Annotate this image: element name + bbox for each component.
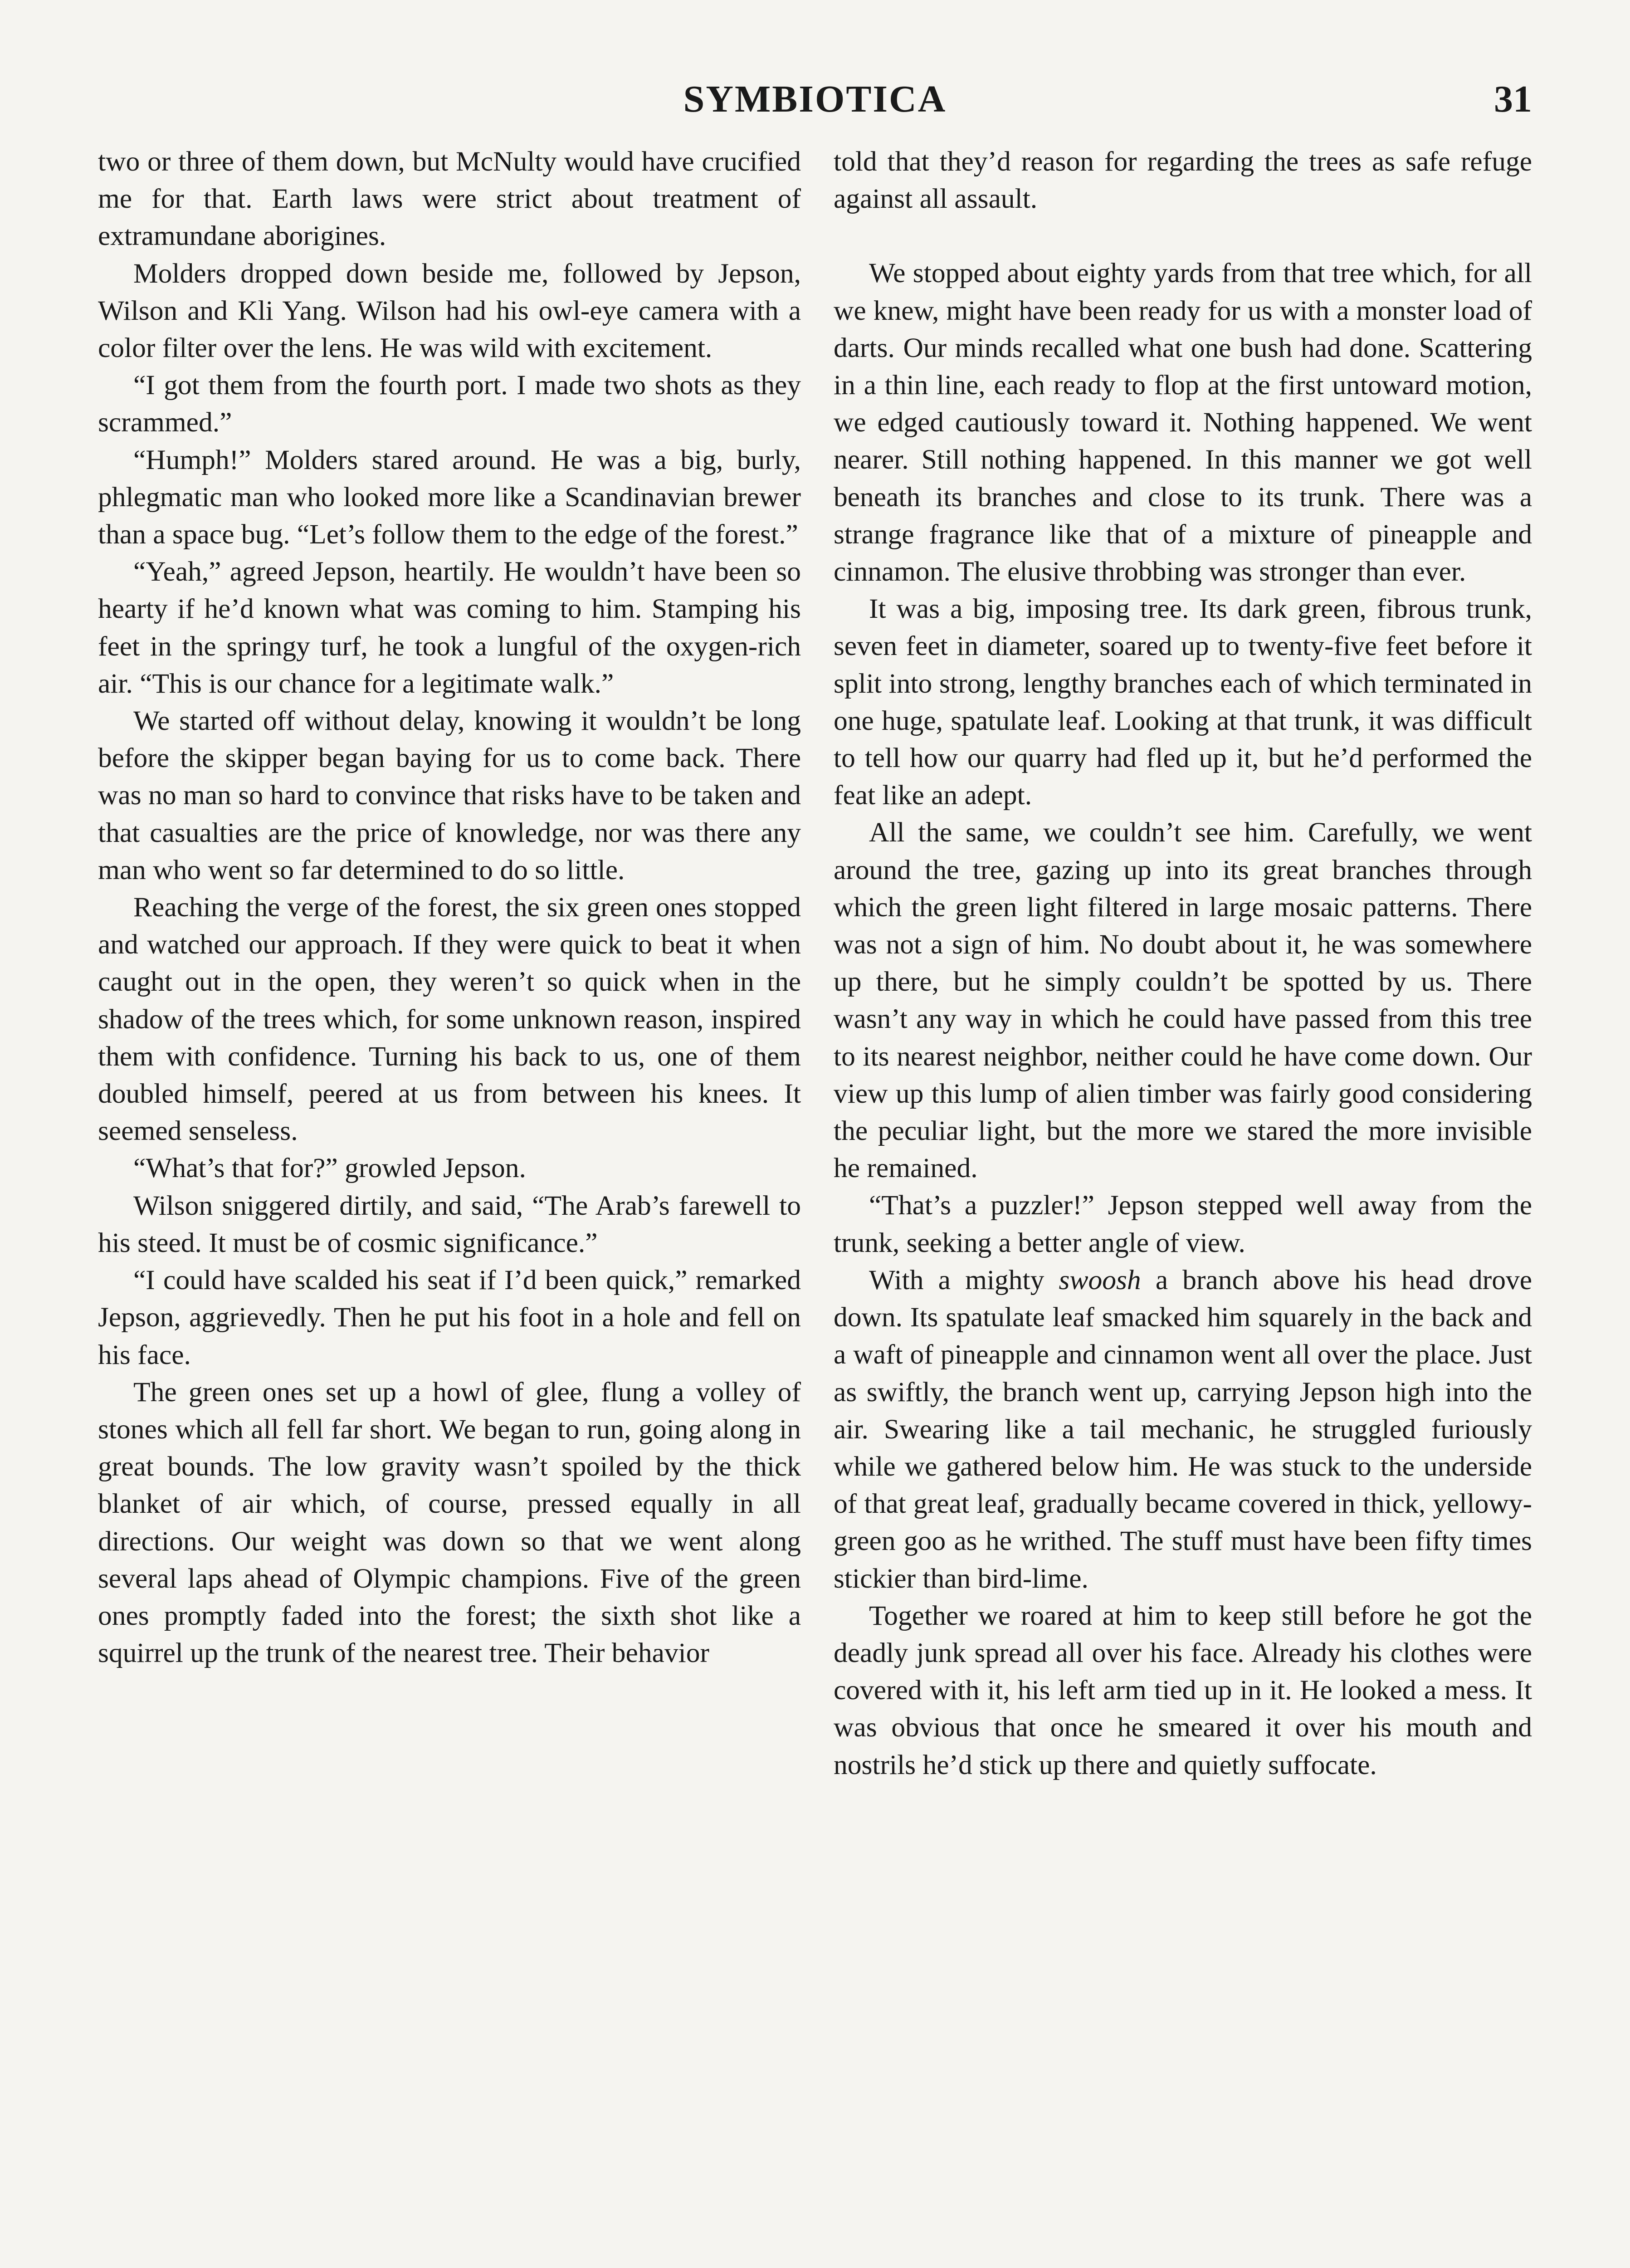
- paragraph: Reaching the verge of the forest, the six green ones stopped and watched our approach. If they were quick to beat it when caught out in the open, they weren’t so quick when in the shadow of the trees which, for some unknown reason, inspired them with confidence. Turning his back to us, one of them doubled himself, peered at us from between his knees. It seemed senseless.: [98, 892, 801, 1147]
- paragraph: We started off without delay, knowing it wouldn’t be long before the skipper began baying for us to come back. There was no man so hard to convince that risks have to be taken and that casualties are the price of knowledge, nor was there any man who went so far determined to do so little.: [98, 705, 801, 885]
- paragraph: All the same, we couldn’t see him. Carefully, we went around the tree, gazing up into its great branches through which the green light filtered in large mosaic patterns. There was not a sign of him. No doubt about it, he was somewhere up there, but he simply couldn’t be spotted by us. There wasn’t any way in which he could have passed from this tree to its nearest neighbor, neither could he have come down. Our view up this lump of alien timber was fairly good considering the peculiar light, but the more we stared the more invisible he remained.: [834, 817, 1532, 1184]
- paragraph: Together we roared at him to keep still before he got the deadly junk spread all over his face. Already his clothes were covered with it, his left arm tied up in it. He looked a mess. It was obvious that once he smeared it over his mouth and nostrils he’d stick up there and quietly suffocate.: [834, 1600, 1532, 1780]
- paragraph: [834, 1261, 1532, 1597]
- paragraph: Wilson sniggered dirtily, and said, “The Arab’s farewell to his steed. It must be of cosmic significance.”: [98, 1190, 801, 1258]
- right-column: [834, 143, 1532, 1784]
- paragraph: “What’s that for?” growled Jepson.: [133, 1153, 526, 1184]
- paragraph: We stopped about eighty yards from that tree which, for all we knew, might have been ready for us with a monster load of darts. Our minds recalled what one bush had done. Scattering in a thin line, each ready to flop at the first untoward motion, we edged cautiously toward it. Nothing happened. We went nearer. Still nothing happened. In this manner we got well beneath its branches and close to its trunk. There was a strange fragrance like that of a mixture of pineapple and cinnamon. The elusive throbbing was stronger than ever.: [834, 258, 1532, 587]
- paragraph: “Humph!” Molders stared around. He was a big, burly, phlegmatic man who looked more like a Scandinavian brewer than a space bug. “Let’s follow them to the edge of the forest.”: [98, 444, 801, 550]
- page-header: [98, 77, 1532, 136]
- paragraph: told that they’d reason for regarding the trees as safe refuge against all assault.: [834, 146, 1532, 215]
- paragraph: “That’s a puzzler!” Jepson stepped well away from the trunk, seeking a better angle of view.: [834, 1190, 1532, 1258]
- paragraph: “Yeah,” agreed Jepson, heartily. He wouldn’t have been so hearty if he’d known what was coming to him. Stamping his feet in the springy turf, he took a lungful of the oxygen-rich air. “This is our chance for a legitimate walk.”: [98, 556, 801, 699]
- paragraph: “I could have scalded his seat if I’d been quick,” remarked Jepson, aggrievedly. Then he put his foot in a hole and fell on his face.: [98, 1265, 801, 1370]
- emphasized-word: swoosh: [1059, 1264, 1141, 1295]
- paragraph: Molders dropped down beside me, followed by Jepson, Wilson and Kli Yang. Wilson had his owl-eye camera with a color filter over the lens. He was wild with excitement.: [98, 258, 801, 364]
- running-title: SYMBIOTICA: [683, 78, 947, 120]
- paragraph-text: a branch above his head drove down. Its spatulate leaf smacked him squarely in the back and a waft of pineapple and cinnamon went all over the place. Just as swiftly, the branch went up, carrying Jepson high into the air. Swearing like a tail mechanic, he struggled furiously while we gathered below him. He was stuck to the underside of that great leaf, gradually became covered in thick, yellowy-green goo as he writhed. The stuff must have been fifty times stickier than bird-lime.: [834, 1264, 1532, 1594]
- paragraph: The green ones set up a howl of glee, flung a volley of stones which all fell far short. We began to run, going along in great bounds. The low gravity wasn’t spoiled by the thick blanket of air which, of course, pressed equally in all directions. Our weight was down so that we went along several laps ahead of Olympic champions. Five of the green ones promptly faded into the forest; the sixth shot like a squirrel up the trunk of the nearest tree. Their behavior: [98, 1376, 801, 1669]
- page-number: 31: [1494, 78, 1532, 120]
- paragraph: It was a big, imposing tree. Its dark green, fibrous trunk, seven feet in diameter, soared up to twenty-five feet before it split into strong, lengthy branches each of which terminated in one huge, spatulate leaf. Looking at that trunk, it was difficult to tell how our quarry had fled up it, but he’d performed the feat like an adept.: [834, 593, 1532, 811]
- paragraph: two or three of them down, but McNulty would have crucified me for that. Earth laws were strict about treatment of extramundane aborigines.: [98, 146, 801, 252]
- paragraph: “I got them from the fourth port. I made two shots as they scrammed.”: [98, 370, 801, 438]
- paragraph-text: With a mighty: [869, 1264, 1059, 1295]
- left-column: [98, 143, 801, 1672]
